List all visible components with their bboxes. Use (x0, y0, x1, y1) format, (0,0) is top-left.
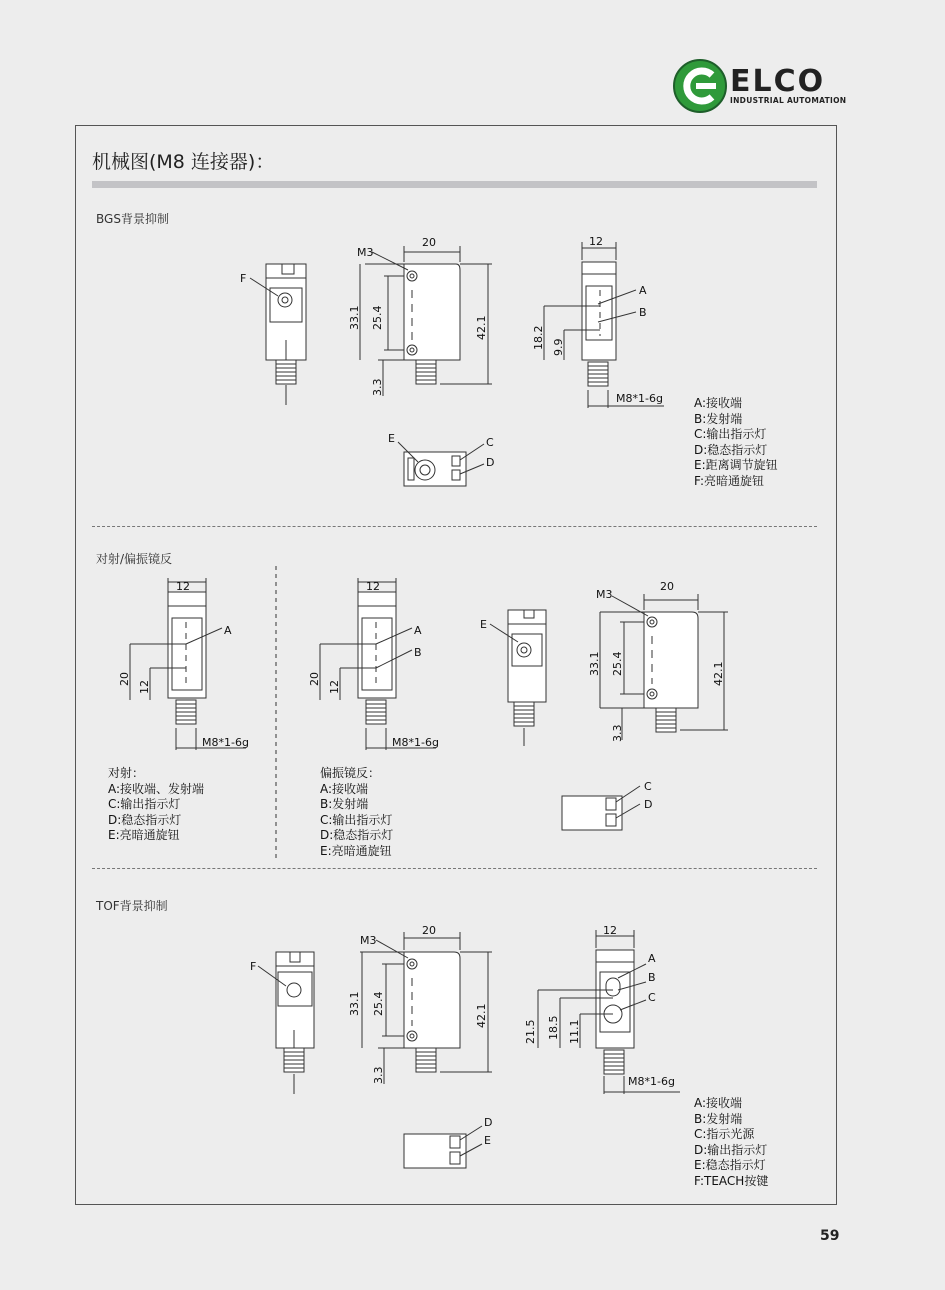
through-top-view (562, 786, 640, 830)
dim-text: M3 (360, 934, 377, 947)
dim-text: 9.9 (552, 338, 565, 356)
tof-legend (694, 1096, 768, 1189)
legend-item: C:输出指示灯 (108, 797, 181, 811)
legend-item: E:亮暗通旋钮 (108, 828, 180, 842)
legend-item: A:接收端 (694, 1096, 743, 1110)
legend-title: 对射： (108, 766, 145, 780)
bgs-legend (694, 396, 778, 489)
dim-text: 33.1 (348, 991, 361, 1016)
dim-text: 3.3 (371, 378, 384, 396)
dim-text: 3.3 (611, 724, 624, 742)
legend-item: C:输出指示灯 (320, 812, 393, 827)
legend-item: B:发射端 (320, 797, 369, 811)
label-text: F (250, 960, 257, 973)
section-divider (92, 868, 817, 869)
tof-top-view (404, 1126, 482, 1168)
dim-text: 12 (589, 235, 603, 248)
dim-text: 33.1 (588, 651, 601, 676)
label-text: E (484, 1134, 491, 1147)
dim-text: 21.5 (524, 1019, 537, 1044)
through-legend (108, 766, 204, 844)
legend-item: C:输出指示灯 (694, 427, 767, 441)
label-text: B (414, 646, 422, 659)
label-text: A (648, 952, 656, 965)
label-text: A (639, 284, 647, 297)
label-text: D (484, 1116, 493, 1129)
dim-text: M8*1-6g (616, 392, 663, 405)
bgs-front-view (250, 264, 306, 405)
label-text: C (644, 780, 652, 793)
dim-text: 20 (660, 580, 674, 593)
polarized-legend (320, 766, 393, 859)
dim-text: 25.4 (611, 651, 624, 676)
legend-item: E:距离调节旋钮 (694, 458, 778, 472)
legend-item: F:亮暗通旋钮 (694, 473, 765, 488)
bgs-top-view (398, 442, 484, 486)
label-text: A (224, 624, 232, 637)
page-number: 59 (820, 1228, 840, 1244)
section-divider (92, 526, 817, 527)
polarized-rear-view (320, 578, 436, 750)
label-text: F (240, 272, 247, 285)
dim-text: 18.5 (547, 1015, 560, 1040)
section-heading-bgs: BGS背景抑制 (96, 212, 169, 226)
dim-text: 42.1 (712, 661, 725, 686)
dim-text: 42.1 (475, 315, 488, 340)
legend-item: D:稳态指示灯 (320, 828, 394, 842)
dim-text: 3.3 (372, 1066, 385, 1084)
legend-item: A:接收端 (320, 781, 369, 796)
dim-text: 12 (176, 580, 190, 593)
legend-item: B:发射端 (694, 1111, 743, 1126)
dim-text: 42.1 (475, 1003, 488, 1028)
section-heading-through: 对射/偏振镜反 (96, 552, 173, 566)
tof-rear-view (538, 930, 680, 1094)
dim-text: 20 (308, 672, 321, 686)
tof-front-view (258, 952, 314, 1094)
bgs-rear-view (544, 242, 664, 408)
legend-item: B:发射端 (694, 411, 743, 426)
legend-item: A:接收端 (694, 396, 743, 410)
label-text: C (486, 436, 494, 449)
dim-text: 12 (366, 580, 380, 593)
dim-text: 12 (603, 924, 617, 937)
brand-tagline: INDUSTRIAL AUTOMATION (730, 96, 847, 105)
dim-text: 18.2 (532, 325, 545, 350)
dim-text: 11.1 (568, 1019, 581, 1044)
dim-text: 25.4 (371, 305, 384, 330)
legend-item: E:亮暗通旋钮 (320, 843, 392, 858)
label-text: E (480, 618, 487, 631)
dim-text: M3 (357, 246, 374, 259)
legend-item: A:接收端、发射端 (108, 781, 205, 796)
legend-item: C:指示光源 (694, 1127, 755, 1141)
legend-title: 偏振镜反： (320, 766, 381, 780)
dim-text: 12 (328, 680, 341, 694)
page-title: 机械图(M8 连接器)： (92, 151, 275, 173)
dim-text: M8*1-6g (628, 1075, 675, 1088)
label-text: C (648, 991, 656, 1004)
dim-text: 20 (118, 672, 131, 686)
dim-text: M8*1-6g (392, 736, 439, 749)
label-text: B (648, 971, 656, 984)
label-text: B (639, 306, 647, 319)
legend-item: D:稳态指示灯 (694, 442, 768, 457)
label-text: D (486, 456, 495, 469)
legend-item: F:TEACH按键 (694, 1173, 769, 1188)
dim-text: 25.4 (372, 991, 385, 1016)
through-rear-view-1 (130, 578, 246, 750)
dim-text: 20 (422, 924, 436, 937)
legend-item: E:稳态指示灯 (694, 1158, 766, 1172)
dim-text: M8*1-6g (202, 736, 249, 749)
dim-text: 20 (422, 236, 436, 249)
dim-text: 33.1 (348, 305, 361, 330)
through-front-view (490, 610, 546, 746)
label-text: A (414, 624, 422, 637)
label-text: D (644, 798, 653, 811)
dim-text: 12 (138, 680, 151, 694)
legend-item: D:输出指示灯 (694, 1142, 768, 1157)
brand-name: ELCO (730, 64, 826, 99)
label-text: E (388, 432, 395, 445)
legend-item: D:稳态指示灯 (108, 812, 182, 827)
dim-text: M3 (596, 588, 613, 601)
section-heading-tof: TOF背景抑制 (96, 899, 168, 913)
